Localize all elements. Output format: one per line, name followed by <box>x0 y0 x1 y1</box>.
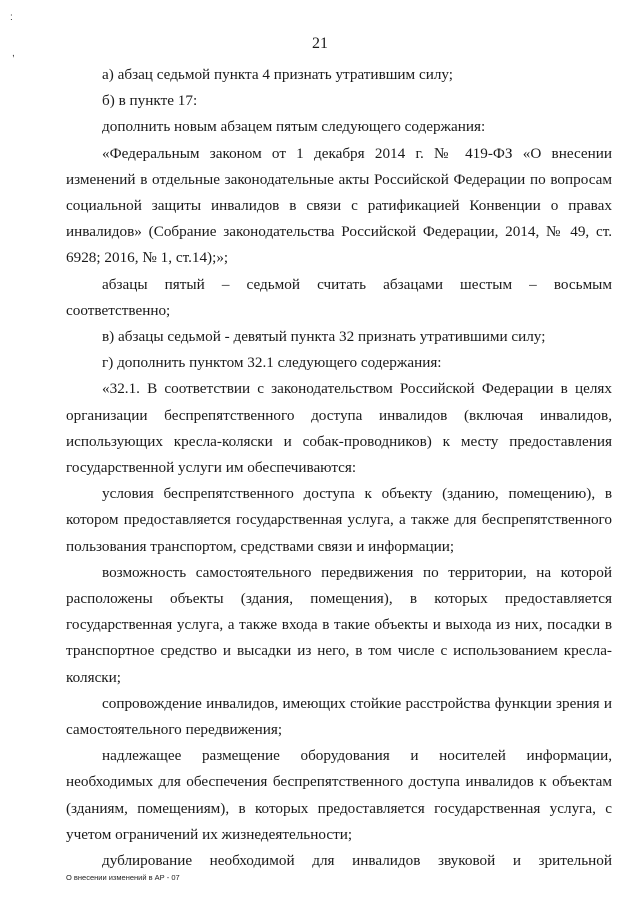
paragraph: «32.1. В соответствии с законодательством Российской Федерации в целях организации беспрепятственного доступа инвалидов (включая инвалидов, использующих кресла-коляски и собак-проводников) к месту предоставления государственной услуги им обеспечиваются: <box>66 380 612 477</box>
paragraph: возможность самостоятельного передвижения по территории, на которой расположены объекты (здания, помещения), в которых предоставляется государственная услуга, а также входа в такие объекты и выхода из них, посадки в транспортное средство и высадки из него, в том числе с использованием кресла-коляски; <box>66 563 612 686</box>
scan-mark: : <box>10 12 13 23</box>
paragraph: б) в пункте 17: <box>102 92 198 110</box>
paragraph: сопровождение инвалидов, имеющих стойкие расстройства функции зрения и самостоятельного передвижения; <box>66 694 612 739</box>
paragraph: «Федеральным законом от 1 декабря 2014 г. № 419-ФЗ «О внесении изменений в отдельные законодательные акты Российской Федерации по вопросам социальной защиты инвалидов в связи с ратификацией Конвенции о правах инвалидов» (Собрание законодательства Российской Федерации, 2014, № 49, ст. 6928; 2016, № 1, ст.14);»; <box>66 144 612 267</box>
paragraph: дублирование необходимой для инвалидов звуковой и зрительной <box>102 852 612 870</box>
footer-note: О внесении изменений в АР - 07 <box>66 873 180 882</box>
page-number: 21 <box>312 35 328 52</box>
paragraph: в) абзацы седьмой - девятый пункта 32 признать утратившими силу; <box>102 328 546 346</box>
paragraph: г) дополнить пунктом 32.1 следующего содержания: <box>102 354 442 372</box>
paragraph: надлежащее размещение оборудования и носителей информации, необходимых для обеспечения беспрепятственного доступа инвалидов к объектам (зданиям, помещениям), в которых предоставляется государственная услуга, с учетом ограничений их жизнедеятельности; <box>66 747 612 843</box>
paragraph: условия беспрепятственного доступа к объекту (зданию, помещению), в котором предоставляется государственная услуга, а также для беспрепятственного пользования транспортом, средствами связи и информации; <box>66 485 612 555</box>
paragraph: абзацы пятый – седьмой считать абзацами шестым – восьмым соответственно; <box>66 275 612 319</box>
paragraph: дополнить новым абзацем пятым следующего содержания: <box>102 118 486 136</box>
paragraph: а) абзац седьмой пункта 4 признать утратившим силу; <box>102 66 454 83</box>
document-body <box>66 62 612 874</box>
scan-mark: , <box>12 48 15 59</box>
